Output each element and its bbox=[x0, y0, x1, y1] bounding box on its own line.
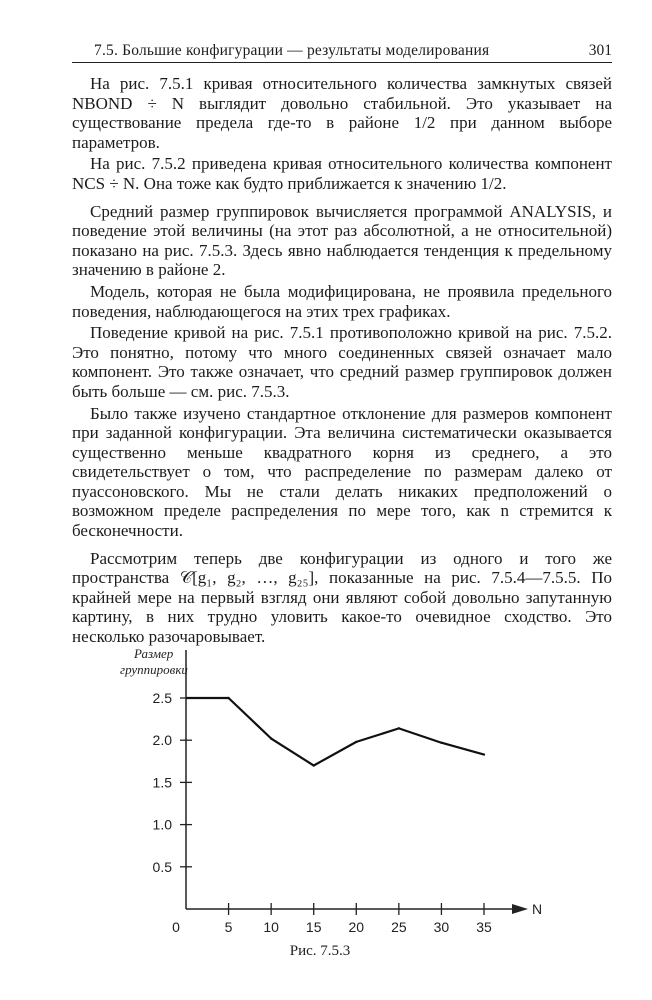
x-tick-label-20: 20 bbox=[348, 919, 365, 935]
x-tick-label-10: 10 bbox=[263, 919, 279, 935]
series-point-30 bbox=[440, 742, 442, 744]
x-tick-label-35: 35 bbox=[476, 919, 492, 935]
section-title: 7.5. Большие конфигурации — результаты моделирования bbox=[94, 42, 490, 59]
x-axis-label: N bbox=[532, 901, 543, 917]
y-tick-label-2.5: 2.5 bbox=[152, 690, 172, 706]
series-point-20 bbox=[355, 741, 357, 743]
figure-7-5-3 bbox=[120, 640, 580, 970]
chart-tick-labels bbox=[153, 690, 492, 935]
x-origin-label: 0 bbox=[172, 919, 180, 935]
chart-svg bbox=[120, 640, 580, 970]
paragraph-7: Рассмотрим теперь две конфигурации из одного и того же пространства 𝒞[g₁, g₂, …, g₂₅], показанные на рис. 7.5.4—7.5.5. По крайней мере на первый взгляд они являют собой довольно запутанную картину, в них трудно уловить какое-то очевидное сходство. Это несколько разочаровывает. bbox=[72, 548, 612, 647]
paragraph-6: Было также изучено стандартное отклонение для размеров компонент при заданной конфигурации. Эта величина систематически оказывается существенно меньше квадратного корня из среднего, а это свидетельствует о том, что распределение по размерам далеко от пуассоновского. Мы не стали делать никаких предположений о возможном пределе распределения по мере того, как n стремится к бесконечности. bbox=[72, 403, 612, 541]
y-tick-label-2: 2.0 bbox=[152, 732, 172, 749]
paragraph-2: На рис. 7.5.2 приведена кривая относительного количества компонент NCS ÷ N. Она тоже как будто приближается к значению 1/2. bbox=[72, 154, 612, 193]
paragraph-1: На рис. 7.5.1 кривая относительного количества замкнутых связей NBOND ÷ N выглядит довольно стабильной. Это указывает на существование предела где-то в районе 1/2 при данном выборе параметров. bbox=[72, 74, 612, 152]
y-tick-label-0.5: 0.5 bbox=[152, 858, 172, 875]
chart-ticks bbox=[180, 698, 484, 915]
x-tick-label-25: 25 bbox=[391, 919, 407, 935]
y-axis-label-line2: группировки bbox=[120, 662, 188, 677]
x-axis-arrow-icon bbox=[512, 904, 528, 914]
paragraph-4: Модель, которая не была модифицирована, не проявила предельного поведения, наблюдающегося на этих трех графиках. bbox=[72, 281, 612, 321]
running-header bbox=[72, 38, 612, 63]
series-point-35 bbox=[483, 753, 485, 755]
series-point-15 bbox=[313, 764, 315, 766]
x-tick-label-15: 15 bbox=[305, 919, 322, 935]
series-point-25 bbox=[398, 727, 400, 729]
x-tick-label-5: 5 bbox=[224, 919, 233, 935]
page-number: 301 bbox=[588, 42, 612, 59]
series-point-5 bbox=[227, 697, 229, 699]
y-axis-label-line1: Размер bbox=[134, 646, 174, 661]
figure-caption: Рис. 7.5.3 bbox=[289, 943, 351, 959]
y-tick-label-1: 1.0 bbox=[152, 816, 172, 833]
series-points bbox=[227, 697, 485, 767]
series-line bbox=[229, 698, 484, 766]
x-tick-label-30: 30 bbox=[433, 919, 450, 935]
paragraph-3: Средний размер группировок вычисляется программой ANALYSIS, и поведение этой величины (на этот раз абсолютной, а не относительной) показано на рис. 7.5.3. Здесь явно наблюдается тенденция к предельному значению в районе 2. bbox=[72, 201, 612, 280]
paragraph-5: Поведение кривой на рис. 7.5.1 противоположно кривой на рис. 7.5.2. Это понятно, потому что много соединенных связей означает мало компонент. Это также означает, что средний размер группировок должен быть больше — см. рис. 7.5.3. bbox=[72, 323, 612, 401]
body-text bbox=[72, 74, 612, 649]
chart-axes bbox=[186, 650, 528, 914]
series-point-10 bbox=[270, 737, 272, 739]
y-tick-label-1.5: 1.5 bbox=[152, 774, 172, 791]
